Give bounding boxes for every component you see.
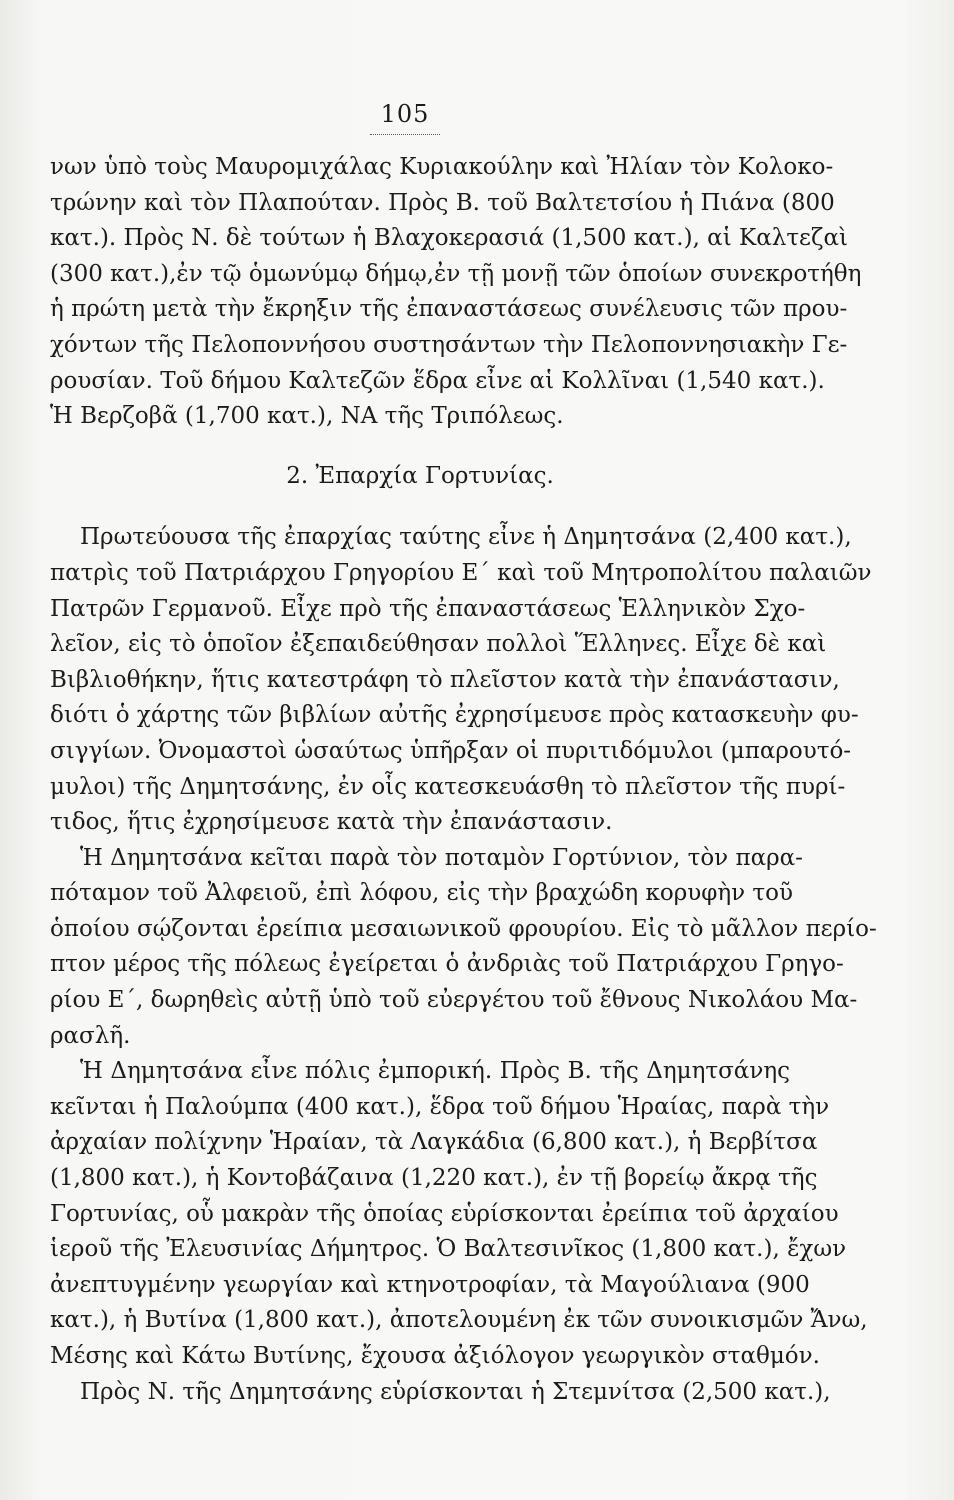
text-line: ἀρχαίαν πολίχνην Ἡραίαν, τὰ Λαγκάδια (6,800 κατ.), ἡ Βερβίτσα [50,1129,818,1156]
text-line: Πρὸς Ν. τῆς Δημητσάνης εὑρίσκονται ἡ Στεμνίτσα (2,500 κατ.), [80,1378,831,1405]
text-line: χόντων τῆς Πελοποννήσου συστησάντων τὴν Πελοποννησιακὴν Γε- [50,331,848,358]
text-line: ἱεροῦ τῆς Ἐλευσινίας Δήμητρος. Ὁ Βαλτεσινῖκος (1,800 κατ.), ἔχων [50,1236,847,1263]
text-line: ὁποίου σῴζονται ἐρείπια μεσαιωνικοῦ φρουρίου. Εἰς τὸ μᾶλλον περίο- [50,915,877,942]
text-line: Πρωτεύουσα τῆς ἐπαρχίας ταύτης εἶνε ἡ Δημητσάνα (2,400 κατ.), [80,524,852,551]
page-number: 105 [370,100,440,135]
text-line: πατρὶς τοῦ Πατριάρχου Γρηγορίου Ε΄ καὶ τοῦ Μητροπολίτου παλαιῶν [50,559,872,586]
text-line: λεῖον, εἰς τὸ ὁποῖον ἐξεπαιδεύθησαν πολλοὶ Ἕλληνες. Εἶχε δὲ καὶ [50,631,827,658]
text-line: ἀνεπτυγμένην γεωργίαν καὶ κτηνοτροφίαν, τὰ Μαγούλιανα (900 [50,1271,810,1298]
section-heading: 2. Ἐπαρχία Γορτυνίας. [286,462,554,489]
text-line: κεῖνται ἡ Παλούμπα (400 κατ.), ἕδρα τοῦ δήμου Ἡραίας, παρὰ τὴν [50,1093,830,1120]
text-line: πόταμον τοῦ Ἀλφειοῦ, ἐπὶ λόφου, εἰς τὴν βραχώδη κορυφὴν τοῦ [50,880,793,907]
text-line: ἡ πρώτη μετὰ τὴν ἔκρηξιν τῆς ἐπαναστάσεως συνέλευσις τῶν πρου- [50,296,848,323]
text-line: Ἡ Δημητσάνα κεῖται παρὰ τὸν ποταμὸν Γορτύνιον, τὸν παρα- [80,844,803,871]
text-line: νων ὑπὸ τοὺς Μαυρομιχάλας Κυριακούλην καὶ Ἠλίαν τὸν Κολοκο- [50,154,834,180]
text-line: μυλοι) τῆς Δημητσάνης, ἐν οἷς κατεσκευάσθη τὸ πλεῖστον τῆς πυρί- [50,773,846,800]
text-line: ρουσίαν. Τοῦ δήμου Καλτεζῶν ἕδρα εἶνε αἱ Κολλῖναι (1,540 κατ.). [50,367,825,394]
text-line: πτον μέρος τῆς πόλεως ἐγείρεται ὁ ἀνδριὰς τοῦ Πατριάρχου Γρηγο- [50,951,844,978]
text-line: κατ.), ἡ Βυτίνα (1,800 κατ.), ἀποτελουμένη ἐκ τῶν συνοικισμῶν Ἄνω, [50,1307,868,1334]
text-line: Πατρῶν Γερμανοῦ. Εἶχε πρὸ τῆς ἐπαναστάσεως Ἑλληνικὸν Σχο- [50,595,806,622]
text-line: Ἡ Δημητσάνα εἶνε πόλις ἐμπορική. Πρὸς Β. τῆς Δημητσάνης [80,1058,790,1085]
text-line: (1,800 κατ.), ἡ Κοντοβάζαινα (1,220 κατ.), ἐν τῇ βορείῳ ἄκρᾳ τῆς [50,1165,818,1192]
text-line: κατ.). Πρὸς Ν. δὲ τούτων ἡ Βλαχοκερασιά (1,500 κατ.), αἱ Καλτεζαὶ [50,225,848,252]
text-line: Μέσης καὶ Κάτω Βυτίνης, ἔχουσα ἀξιόλογον γεωργικὸν σταθμόν. [50,1343,820,1369]
text-line: ρασλῆ. [50,1022,131,1049]
text-line: (300 κατ.),ἐν τῷ ὁμωνύμῳ δήμῳ,ἐν τῇ μονῇ τῶν ὁποίων συνεκροτήθη [50,260,862,287]
text-line: Ἡ Βερζοβᾶ (1,700 κατ.), ΝΑ τῆς Τριπόλεως. [50,403,564,430]
text-line: Βιβλιοθήκην, ἥτις κατεστράφη τὸ πλεῖστον κατὰ τὴν ἐπανάστασιν, [50,666,840,693]
text-line: τιδος, ἥτις ἐχρησίμευσε κατὰ τὴν ἐπανάστασιν. [50,809,613,836]
text-line: Γορτυνίας, οὗ μακρὰν τῆς ὁποίας εὑρίσκονται ἐρείπια τοῦ ἀρχαίου [50,1200,839,1227]
text-line: διότι ὁ χάρτης τῶν βιβλίων αὐτῆς ἐχρησίμευσε πρὸς κατασκευὴν φυ- [50,702,859,729]
text-line: ρίου Ε΄, δωρηθεὶς αὐτῇ ὑπὸ τοῦ εὐεργέτου τοῦ ἔθνους Νικολάου Μα- [50,987,858,1014]
text-line: τρώνην καὶ τὸν Πλαπούταν. Πρὸς Β. τοῦ Βαλτετσίου ἡ Πιάνα (800 [50,189,835,216]
text-line: σιγγίων. Ὀνομαστοὶ ὡσαύτως ὑπῆρξαν οἱ πυριτιδόμυλοι (μπαρουτό- [50,737,852,764]
body-text [50,150,877,1410]
